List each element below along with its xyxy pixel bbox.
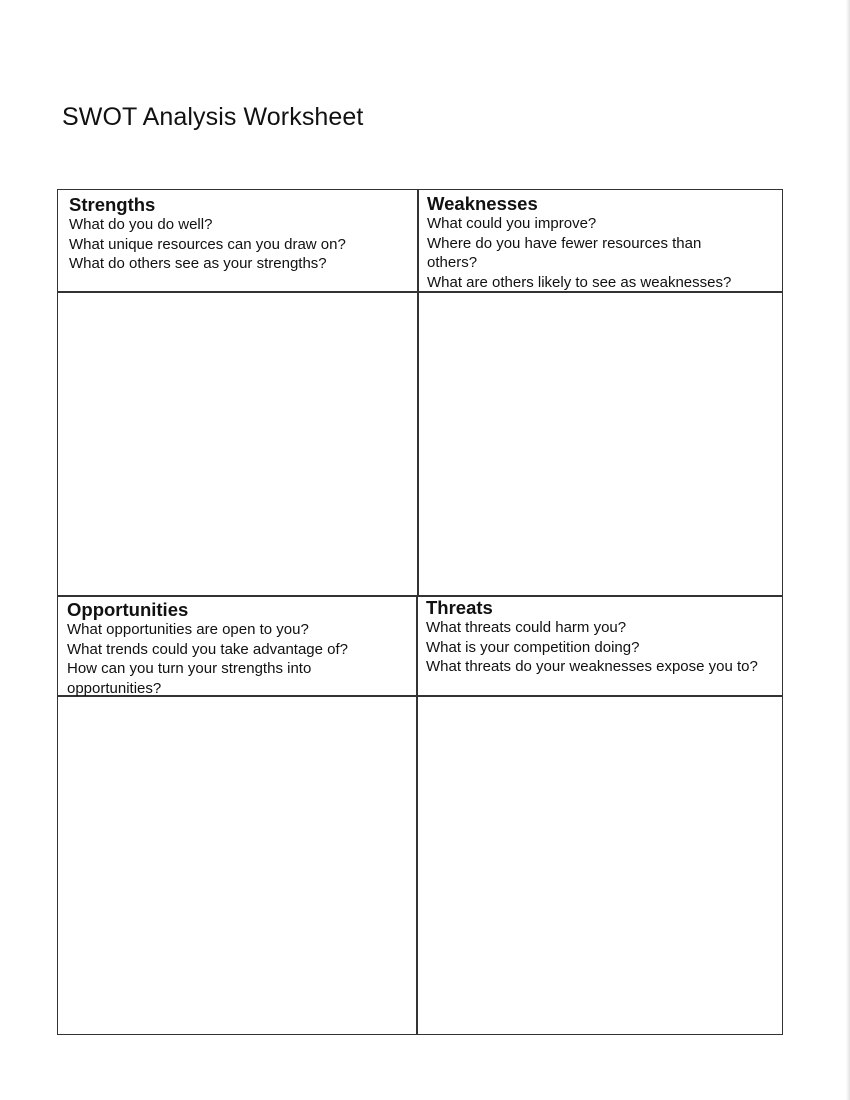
strengths-heading: Strengths xyxy=(69,194,156,215)
weaknesses-question: Where do you have fewer resources than others? xyxy=(427,234,702,271)
strengths-writing-area[interactable] xyxy=(59,293,416,594)
opportunities-question: How can you turn your strengths into opportunities? xyxy=(67,660,312,697)
opportunities-question: What opportunities are open to you? xyxy=(67,621,309,638)
weaknesses-cell xyxy=(427,193,772,292)
weaknesses-question: What are others likely to see as weaknesses? xyxy=(427,273,732,291)
opportunities-question: What trends could you take advantage of? xyxy=(67,640,349,658)
threats-question: What threats could harm you? xyxy=(426,619,627,636)
threats-writing-area[interactable] xyxy=(418,697,781,1033)
threats-heading: Threats xyxy=(426,597,493,618)
scan-edge-shadow xyxy=(846,0,850,1100)
strengths-question: What do you do well? xyxy=(69,216,213,233)
threats-question: What is your competition doing? xyxy=(426,638,640,656)
weaknesses-question: What could you improve? xyxy=(427,215,597,232)
strengths-cell xyxy=(69,194,411,274)
opportunities-heading: Opportunities xyxy=(67,599,189,620)
opportunities-cell xyxy=(67,599,409,698)
page-title: SWOT Analysis Worksheet xyxy=(62,103,364,131)
weaknesses-writing-area[interactable] xyxy=(419,293,781,594)
threats-question: What threats do your weaknesses expose you to? xyxy=(426,658,758,675)
threats-cell xyxy=(426,597,771,677)
strengths-question: What unique resources can you draw on? xyxy=(69,235,346,253)
strengths-question: What do others see as your strengths? xyxy=(69,255,327,272)
weaknesses-heading: Weaknesses xyxy=(427,193,538,214)
opportunities-writing-area[interactable] xyxy=(59,697,415,1033)
